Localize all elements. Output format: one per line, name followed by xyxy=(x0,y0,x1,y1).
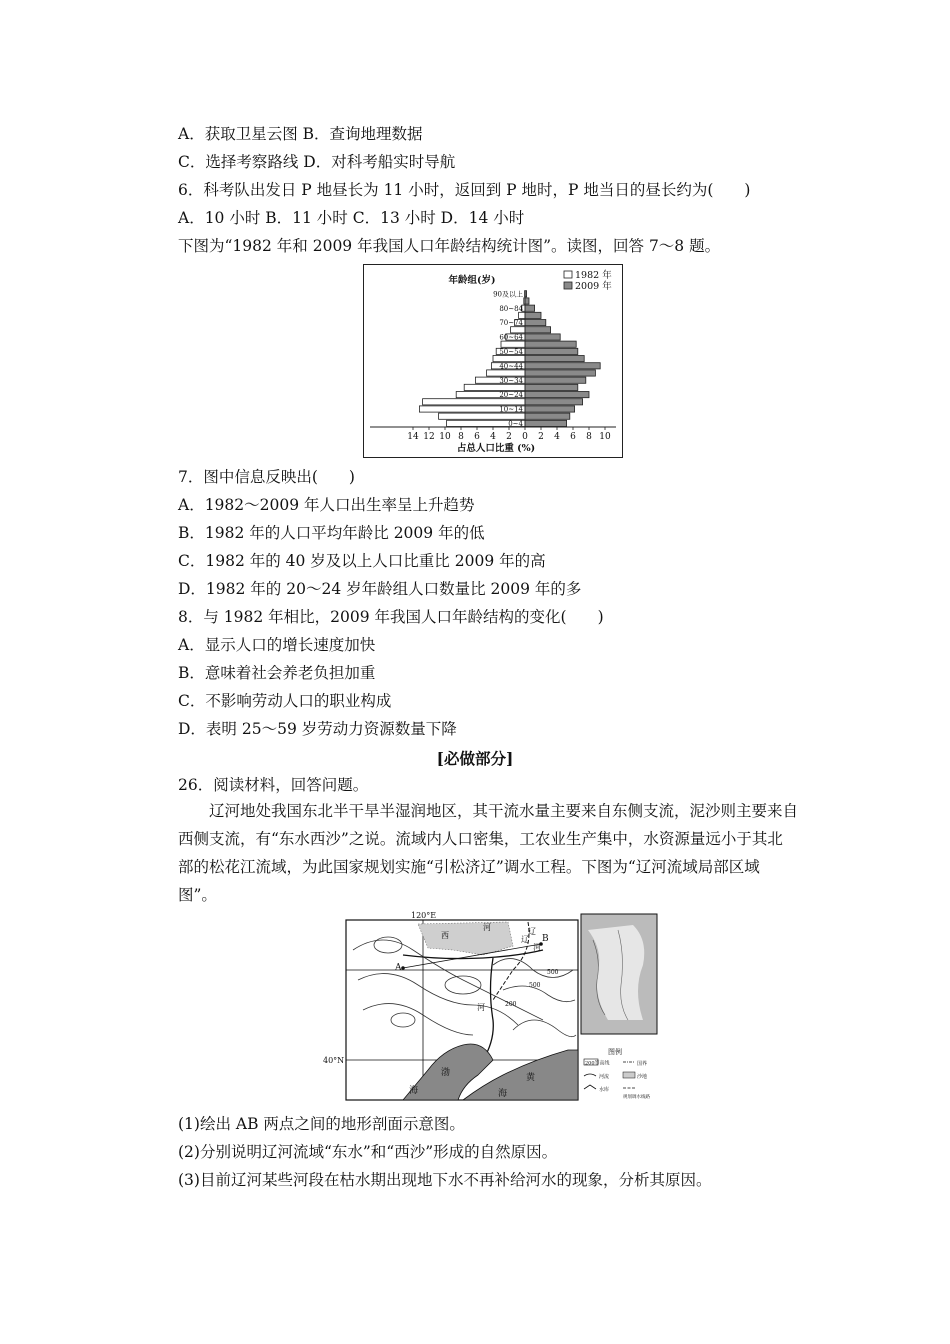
age-group-label: 40~44 xyxy=(499,362,523,371)
bar-1982-5~9 xyxy=(439,413,525,419)
q5-option-cd: C．选择考察路线 D．对科考船实时导航 xyxy=(178,153,456,171)
map-river-char-4: 辽 xyxy=(521,935,529,944)
age-group-label: 0~4 xyxy=(508,420,523,428)
bar-1982-45~49 xyxy=(493,356,525,362)
x-tick-label: 8 xyxy=(458,432,464,442)
map-lon-label: 120°E xyxy=(411,911,437,920)
age-group-label: 60~64 xyxy=(499,333,523,342)
q8-option-c: C．不影响劳动人口的职业构成 xyxy=(178,692,392,710)
bar-1982-25~29 xyxy=(464,384,525,390)
bar-2009-60~64 xyxy=(525,334,560,340)
map-legend-transfer: 规划调水线路 xyxy=(623,1095,650,1100)
q7-stem: 7．图中信息反映出( ) xyxy=(178,468,355,486)
legend-1982-swatch xyxy=(564,271,572,278)
x-tick-label: 12 xyxy=(423,432,435,442)
q8-option-a: A．显示人口的增长速度加快 xyxy=(178,636,376,654)
map-sea-char-1: 渤 xyxy=(441,1068,451,1078)
map-contour-label-2: 500 xyxy=(529,982,541,989)
age-group-label: 20~24 xyxy=(499,391,523,400)
map-river-char-1: 西 xyxy=(441,931,449,940)
bar-2009-80~84 xyxy=(525,305,535,311)
q7-option-a: A．1982～2009 年人口出生率呈上升趋势 xyxy=(178,496,475,514)
map-river-char-5: 河 xyxy=(533,943,541,952)
q8-stem: 8．与 1982 年相比，2009 年我国人口年龄结构的变化( ) xyxy=(178,608,604,626)
bar-2009-35~39 xyxy=(525,370,595,376)
bar-2009-0~4 xyxy=(525,420,567,426)
section-heading: [必做部分] xyxy=(436,749,514,768)
bar-1982-75~79 xyxy=(519,312,525,318)
q26-part-2: (2)分别说明辽河流域“东水”和“西沙”形成的自然原因。 xyxy=(178,1143,558,1161)
map-river-char-6: 河 xyxy=(477,1003,485,1012)
bar-2009-20~24 xyxy=(525,392,589,398)
map-legend-sand: 沙地 xyxy=(637,1074,648,1080)
x-tick-label: 6 xyxy=(474,432,480,442)
bar-1982-15~19 xyxy=(423,399,525,405)
population-pyramid-svg xyxy=(364,265,622,457)
map-legend-reservoir: 水库 xyxy=(599,1087,610,1093)
bar-2009-75~79 xyxy=(525,312,541,318)
bar-2009-85~89 xyxy=(525,298,529,304)
map-contour-label-3: 200 xyxy=(505,1001,517,1008)
legend-1982-label: 1982 年 xyxy=(575,270,612,281)
q26-stem: 26．阅读材料，回答问题。 xyxy=(178,776,369,794)
x-tick-label: 2 xyxy=(538,432,544,442)
age-group-label: 10~14 xyxy=(499,405,523,414)
map-sea-char-3: 黄 xyxy=(526,1073,536,1083)
bar-1982-55~59 xyxy=(501,341,525,347)
chart-xlabel: 占总人口比重 (%) xyxy=(456,443,536,454)
bar-2009-25~29 xyxy=(525,384,578,390)
q8-option-d: D．表明 25～59 岁劳动力资源数量下降 xyxy=(178,720,457,738)
population-pyramid-chart xyxy=(363,264,623,458)
bar-2009-45~49 xyxy=(525,356,584,362)
liaohe-basin-map xyxy=(323,910,663,1106)
age-group-label: 50~54 xyxy=(499,348,523,356)
q6-options: A．10 小时 B．11 小时 C．13 小时 D．14 小时 xyxy=(178,209,525,227)
bar-2009-10~14 xyxy=(525,406,575,412)
bar-1982-65~69 xyxy=(511,327,525,333)
chart-legend xyxy=(564,269,612,292)
map-contour-label-1: 500 xyxy=(547,969,559,976)
bar-2009-50~54 xyxy=(525,348,578,354)
x-tick-label: 4 xyxy=(490,432,496,442)
bar-2009-70~74 xyxy=(525,320,546,326)
age-group-label: 70~74 xyxy=(499,319,523,328)
q7-8-intro: 下图为“1982 年和 2009 年我国人口年龄结构统计图”。读图，回答 7～8 题。 xyxy=(178,237,721,255)
map-legend-contour: 200等高线 xyxy=(585,1060,610,1067)
age-group-label: 80~84 xyxy=(499,304,523,313)
map-point-b: B xyxy=(542,934,549,944)
legend-2009-label: 2009 年 xyxy=(575,281,612,292)
q8-option-b: B．意味着社会养老负担加重 xyxy=(178,664,376,682)
map-lat-label: 40°N xyxy=(323,1056,345,1065)
x-tick-label: 14 xyxy=(407,432,419,442)
x-tick-label: 2 xyxy=(506,432,512,442)
x-tick-label: 10 xyxy=(439,432,451,442)
map-point-a: A xyxy=(395,963,402,973)
bar-1982-35~39 xyxy=(487,370,525,376)
map-river-char-3: 河 xyxy=(483,923,491,932)
map-legend-river: 河流 xyxy=(599,1074,610,1080)
chart-ylabel: 年龄组(岁) xyxy=(448,275,496,286)
q7-option-b: B．1982 年的人口平均年龄比 2009 年的低 xyxy=(178,524,485,542)
bar-2009-65~69 xyxy=(525,327,551,333)
q7-option-c: C．1982 年的 40 岁及以上人口比重比 2009 年的高 xyxy=(178,552,546,570)
x-tick-label: 6 xyxy=(570,432,576,442)
x-tick-label: 10 xyxy=(599,432,611,442)
q5-option-ab: A．获取卫星云图 B．查询地理数据 xyxy=(178,125,423,143)
map-sea-char-4: 海 xyxy=(498,1089,508,1099)
bar-2009-55~59 xyxy=(525,341,576,347)
bar-2009-5~9 xyxy=(525,413,570,419)
map-legend-title: 图例 xyxy=(608,1048,622,1056)
q6-stem: 6．科考队出发日 P 地昼长为 11 小时，返回到 P 地时，P 地当日的昼长约为( ) xyxy=(178,181,751,199)
x-tick-label: 8 xyxy=(586,432,592,442)
q26-part-1: (1)绘出 AB 两点之间的地形剖面示意图。 xyxy=(178,1115,465,1133)
map-sea-char-2: 海 xyxy=(409,1086,419,1096)
map-legend-border: 国界 xyxy=(637,1061,648,1067)
bar-2009-30~34 xyxy=(525,377,586,383)
legend-2009-swatch xyxy=(564,282,572,289)
x-tick-label: 4 xyxy=(554,432,560,442)
age-group-label: 30~34 xyxy=(499,376,523,385)
q26-part-3: (3)目前辽河某些河段在枯水期出现地下水不再补给河水的现象，分析其原因。 xyxy=(178,1171,712,1189)
q26-material: 辽河地处我国东北半干旱半湿润地区，其干流水量主要来自东侧支流，泥沙则主要来自西侧支流，有“东水西沙”之说。流域内人口密集，工农业生产集中，水资源量远小于其北部的松花江流域，为此国家规划实施“引松济辽”调水工程。下图为“辽河流域局部区域图”。 xyxy=(178,802,799,904)
map-river-char-2: 辽 xyxy=(528,927,536,936)
liaohe-map-svg xyxy=(323,910,663,1106)
x-tick-label: 0 xyxy=(522,432,528,442)
age-group-label: 90及以上 xyxy=(493,290,523,299)
bar-2009-15~19 xyxy=(525,399,583,405)
bar-2009-40~44 xyxy=(525,363,600,369)
q7-option-d: D．1982 年的 20～24 岁年龄组人口数量比 2009 年的多 xyxy=(178,580,582,598)
